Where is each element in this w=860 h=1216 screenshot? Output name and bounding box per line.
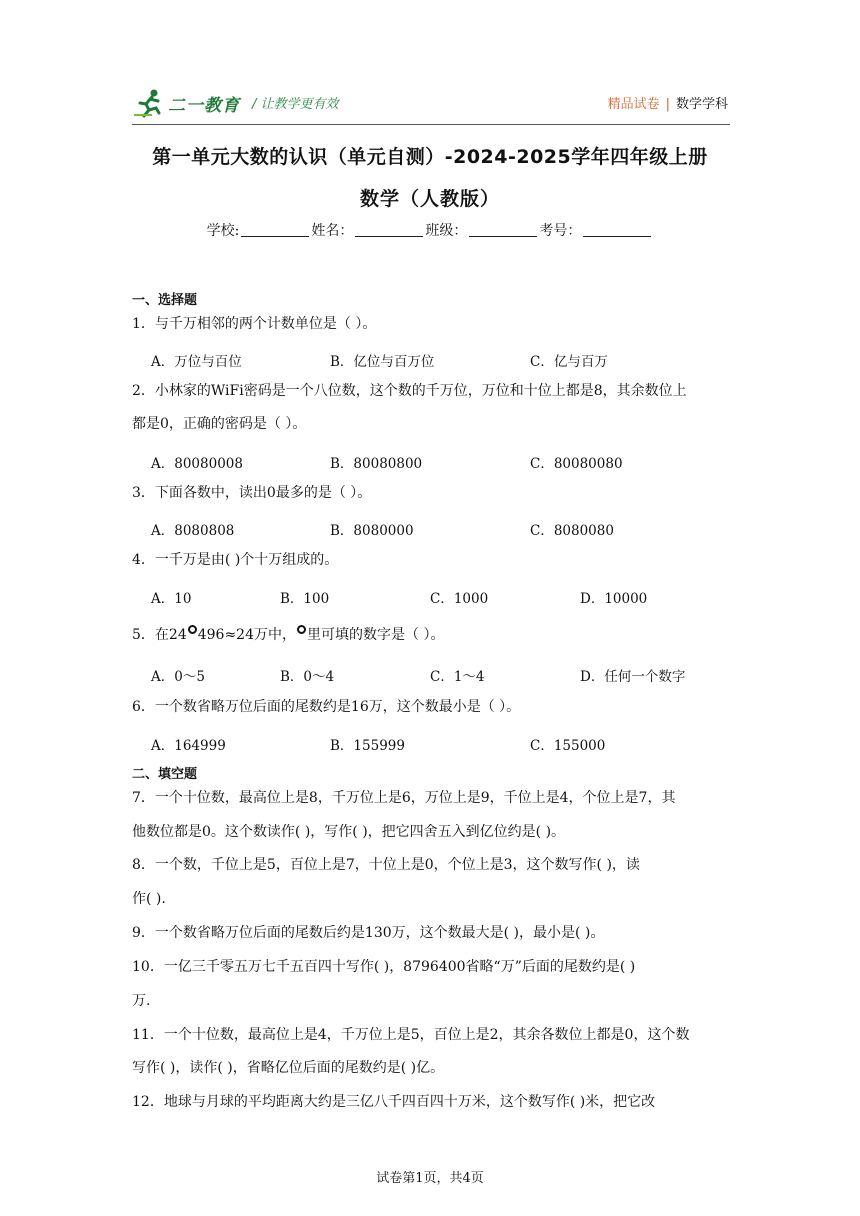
question-7-line-2: 他数位都是0。这个数读作( )，写作( )，把它四舍五入到亿位约是( )。	[132, 824, 566, 840]
q4-option-c: C．1000	[430, 591, 489, 607]
header-divider	[132, 124, 730, 125]
tag-premium: 精品试卷	[607, 97, 660, 112]
class-blank[interactable]	[469, 222, 537, 237]
q5-part-3: 里可填的数字是（ ）。	[307, 627, 445, 643]
class-label: 班级：	[425, 223, 468, 239]
q2-option-b: B．80080800	[330, 456, 423, 472]
page-header	[132, 86, 730, 126]
question-4: 4．一千万是由( )个十万组成的。	[132, 552, 339, 568]
logo	[132, 88, 240, 118]
question-8-line-1: 8．一个数，千位上是5，百位上是7，十位上是0，个位上是3，这个数写作( )，读	[132, 857, 640, 873]
section-choice: 一、选择题	[132, 293, 198, 308]
section-fill-in: 二、填空题	[132, 767, 198, 782]
q6-option-b: B．155999	[330, 738, 405, 754]
question-12: 12．地球与月球的平均距离大约是三亿八千四百四十万米，这个数写作( )米，把它改	[132, 1094, 656, 1110]
question-9: 9．一个数省略万位后面的尾数后约是130万，这个数最大是( )，最小是( )。	[132, 925, 605, 941]
blank-circle-icon	[188, 625, 197, 634]
question-10-line-1: 10．一亿三千零五万七千五百四十写作( )，8796400省略“万”后面的尾数约是( )	[132, 959, 636, 975]
q4-option-b: B．100	[280, 591, 330, 607]
blank-circle-icon	[297, 625, 306, 634]
tag-subject: 数学学科	[675, 97, 728, 112]
name-blank[interactable]	[355, 222, 423, 237]
question-11-line-1: 11．一个十位数，最高位上是4，千万位上是5，百位上是2，其余各数位上都是0，这个数	[132, 1027, 690, 1043]
q5-option-d: D．任何一个数字	[580, 669, 686, 685]
question-5	[132, 620, 732, 651]
runner-logo-icon	[132, 88, 166, 118]
q6-option-c: C．155000	[530, 738, 606, 754]
q2-option-c: C．80080080	[530, 456, 623, 472]
exam-no-blank[interactable]	[583, 222, 651, 237]
exam-no-label: 考号：	[539, 223, 582, 239]
question-11-line-2: 写作( )，读作( )，省略亿位后面的尾数约是( )亿。	[132, 1060, 445, 1076]
question-7-line-1: 7．一个十位数，最高位上是8，千万位上是6，万位上是9，千位上是4，个位上是7，其	[132, 790, 676, 806]
q3-option-c: C．8080080	[530, 523, 614, 539]
question-1: 1．与千万相邻的两个计数单位是（ ）。	[132, 316, 377, 332]
logo-text: 二一教育	[168, 95, 240, 116]
page-footer: 试卷第1页，共4页	[376, 1171, 484, 1186]
title-line-2: 数学（人教版）	[359, 188, 500, 210]
q4-option-d: D．10000	[580, 591, 648, 607]
q4-option-a: A．10	[151, 591, 192, 607]
q5-option-b: B．0～4	[280, 669, 335, 685]
q5-part-1: 5．在24	[132, 627, 187, 643]
q3-option-a: A．8080808	[151, 523, 235, 539]
q6-option-a: A．164999	[151, 738, 226, 754]
title-line-1: 第一单元大数的认识（单元自测）-2024-2025学年四年级上册	[152, 146, 708, 168]
q3-option-b: B．8080000	[330, 523, 414, 539]
question-2-line-1: 2．小林家的WiFi密码是一个八位数，这个数的千万位，万位和十位上都是8，其余数位上	[132, 383, 687, 399]
slogan: / 让教学更有效	[252, 97, 339, 112]
header-tags	[608, 93, 728, 112]
q1-option-c: C．亿与百万	[530, 354, 608, 370]
name-label: 姓名：	[311, 223, 354, 239]
question-3: 3．下面各数中，读出0最多的是（ ）。	[132, 485, 372, 501]
q5-option-c: C．1～4	[430, 669, 485, 685]
school-label: 学校:	[206, 223, 240, 239]
question-6: 6．一个数省略万位后面的尾数约是16万，这个数最小是（ ）。	[132, 699, 521, 715]
q5-part-2: 496≈24万中，	[197, 627, 297, 643]
question-2-line-2: 都是0，正确的密码是（ ）。	[132, 416, 307, 432]
school-blank[interactable]	[241, 222, 309, 237]
student-info	[0, 220, 860, 240]
q5-option-a: A．0～5	[151, 669, 205, 685]
q2-option-a: A．80080008	[151, 456, 243, 472]
q1-option-a: A．万位与百位	[151, 354, 242, 370]
q1-option-b: B．亿位与百万位	[330, 354, 435, 370]
tag-separator: |	[665, 97, 670, 112]
question-8-line-2: 作( ).	[132, 891, 166, 907]
question-10-line-2: 万.	[132, 993, 151, 1009]
